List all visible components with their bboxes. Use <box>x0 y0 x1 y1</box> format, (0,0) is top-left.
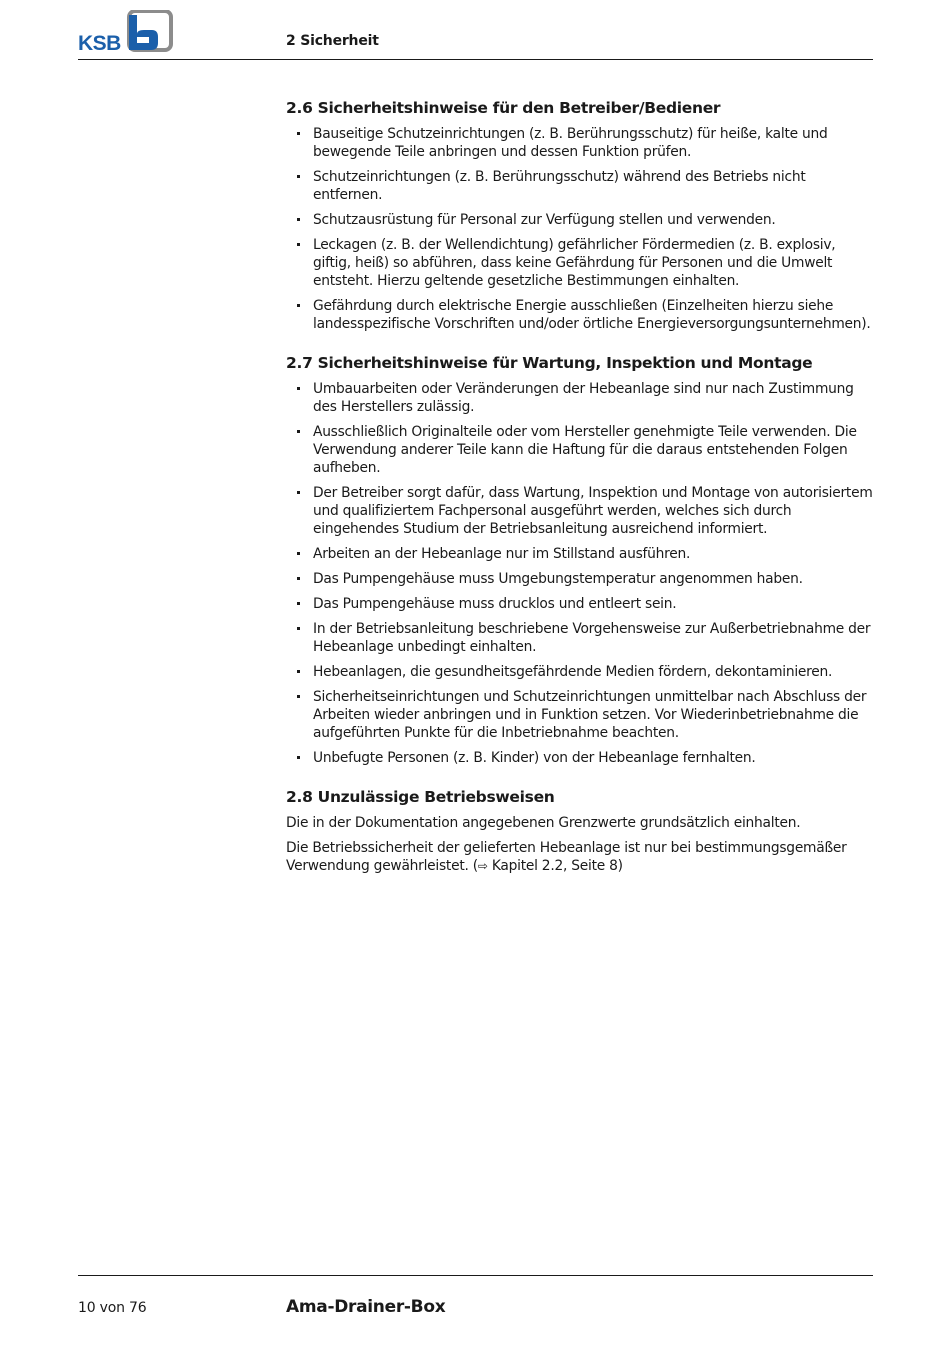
paragraph-with-reference <box>286 839 876 875</box>
section-2-7 <box>286 353 876 767</box>
list-item: In der Betriebsanleitung beschriebene Vorgehensweise zur Außerbetriebnahme der Hebeanlage unbedingt einhalten. <box>286 620 876 656</box>
list-item: Schutzeinrichtungen (z. B. Berührungsschutz) während des Betriebs nicht entfernen. <box>286 168 876 204</box>
list-item: Der Betreiber sorgt dafür, dass Wartung, Inspektion und Montage von autorisiertem und qualifiziertem Fachpersonal ausgeführt werden, welches sich durch eingehendes Studium der Betriebsanleitung ausreichend informiert. <box>286 484 876 538</box>
cross-reference-link[interactable]: Kapitel 2.2, Seite 8) <box>487 858 623 874</box>
logo-text: KSB <box>78 32 121 52</box>
list-item: Sicherheitseinrichtungen und Schutzeinrichtungen unmittelbar nach Abschluss der Arbeiten wieder anbringen und in Funktion setzen. Vor Wiederinbetriebnahme die aufgeführten Punkte für die Inbetriebnahme beachten. <box>286 688 876 742</box>
section-heading: 2.7 Sicherheitshinweise für Wartung, Inspektion und Montage <box>286 354 813 372</box>
bullet-list <box>286 125 876 333</box>
list-item: Leckagen (z. B. der Wellendichtung) gefährlicher Fördermedien (z. B. explosiv, giftig, heiß) so abführen, dass keine Gefährdung für Personen und die Umwelt entsteht. Hierzu geltende gesetzliche Bestimmungen einhalten. <box>286 236 876 290</box>
list-item: Gefährdung durch elektrische Energie ausschließen (Einzelheiten hierzu siehe landesspezifische Vorschriften und/oder örtliche Energieversorgungsunternehmen). <box>286 297 876 333</box>
section-heading: 2.6 Sicherheitshinweise für den Betreiber/Bediener <box>286 99 721 117</box>
paragraph-text: Die Betriebssicherheit der gelieferten Hebeanlage ist nur bei bestimmungsgemäßer Verwendung gewährleistet. ( <box>286 840 847 874</box>
list-item: Bauseitige Schutzeinrichtungen (z. B. Berührungsschutz) für heiße, kalte und bewegende Teile anbringen und dessen Funktion prüfen. <box>286 125 876 161</box>
product-name: Ama-Drainer-Box <box>286 1297 446 1317</box>
list-item: Das Pumpengehäuse muss drucklos und entleert sein. <box>286 595 876 613</box>
list-item: Umbauarbeiten oder Veränderungen der Hebeanlage sind nur nach Zustimmung des Herstellers zulässig. <box>286 380 876 416</box>
section-2-8 <box>286 787 876 875</box>
list-item: Unbefugte Personen (z. B. Kinder) von der Hebeanlage fernhalten. <box>286 749 876 767</box>
section-heading: 2.8 Unzulässige Betriebsweisen <box>286 788 555 806</box>
list-item: Hebeanlagen, die gesundheitsgefährdende Medien fördern, dekontaminieren. <box>286 663 876 681</box>
main-content <box>286 98 876 895</box>
list-item: Arbeiten an der Hebeanlage nur im Stillstand ausführen. <box>286 545 876 563</box>
bullet-list <box>286 380 876 767</box>
section-2-6 <box>286 98 876 333</box>
footer-divider <box>78 1275 873 1276</box>
header-divider <box>78 59 873 60</box>
page-number: 10 von 76 <box>78 1300 147 1316</box>
list-item: Ausschließlich Originalteile oder vom Hersteller genehmigte Teile verwenden. Die Verwendung anderer Teile kann die Haftung für die daraus entstehenden Folgen aufheben. <box>286 423 876 477</box>
ksb-logo <box>78 10 174 52</box>
list-item: Das Pumpengehäuse muss Umgebungstemperatur angenommen haben. <box>286 570 876 588</box>
paragraph: Die in der Dokumentation angegebenen Grenzwerte grundsätzlich einhalten. <box>286 815 801 831</box>
arrow-right-icon: ⇨ <box>477 859 488 873</box>
chapter-title: 2 Sicherheit <box>286 33 379 49</box>
list-item: Schutzausrüstung für Personal zur Verfügung stellen und verwenden. <box>286 211 876 229</box>
